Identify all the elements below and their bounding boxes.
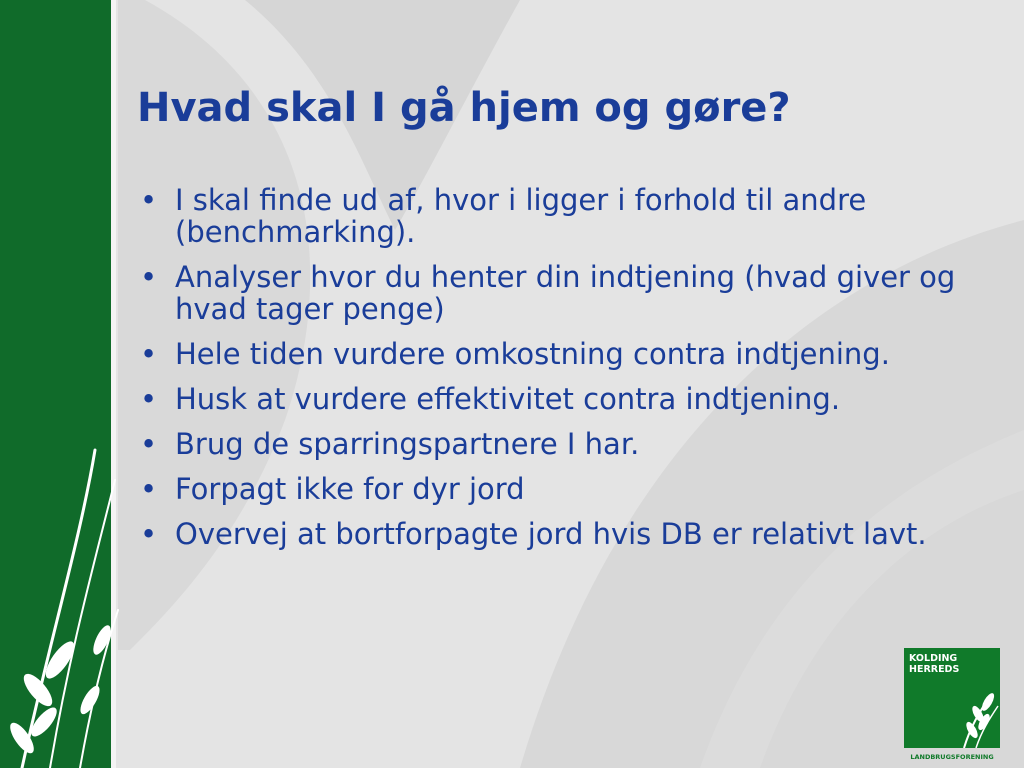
bullet-item: • Hele tiden vurdere omkostning contra indtjening. [137, 338, 997, 370]
logo-text-line1: KOLDING [909, 653, 958, 664]
bullet-item: • Husk at vurdere effektivitet contra indtjening. [137, 383, 997, 415]
logo-text-line2: HERREDS [909, 664, 960, 675]
bullet-list [137, 184, 997, 563]
logo-subtitle: LANDBRUGSFORENING [910, 753, 994, 761]
organization-logo [904, 648, 1000, 768]
logo-box [904, 648, 1000, 748]
bullet-item: • Forpagt ikke for dyr jord [137, 473, 997, 505]
bullet-item: • I skal finde ud af, hvor i ligger i forhold til andre (benchmarking). [137, 184, 997, 248]
sidebar-stripe [111, 0, 116, 768]
logo-wheat-icon [904, 648, 1000, 748]
slide-title: Hvad skal I gå hjem og gøre? [137, 85, 791, 131]
bullet-item: • Brug de sparringspartnere I har. [137, 428, 997, 460]
bullet-item: • Overvej at bortforpagte jord hvis DB er relativt lavt. [137, 518, 997, 550]
bullet-item: • Analyser hvor du henter din indtjening (hvad giver og hvad tager penge) [137, 261, 997, 325]
